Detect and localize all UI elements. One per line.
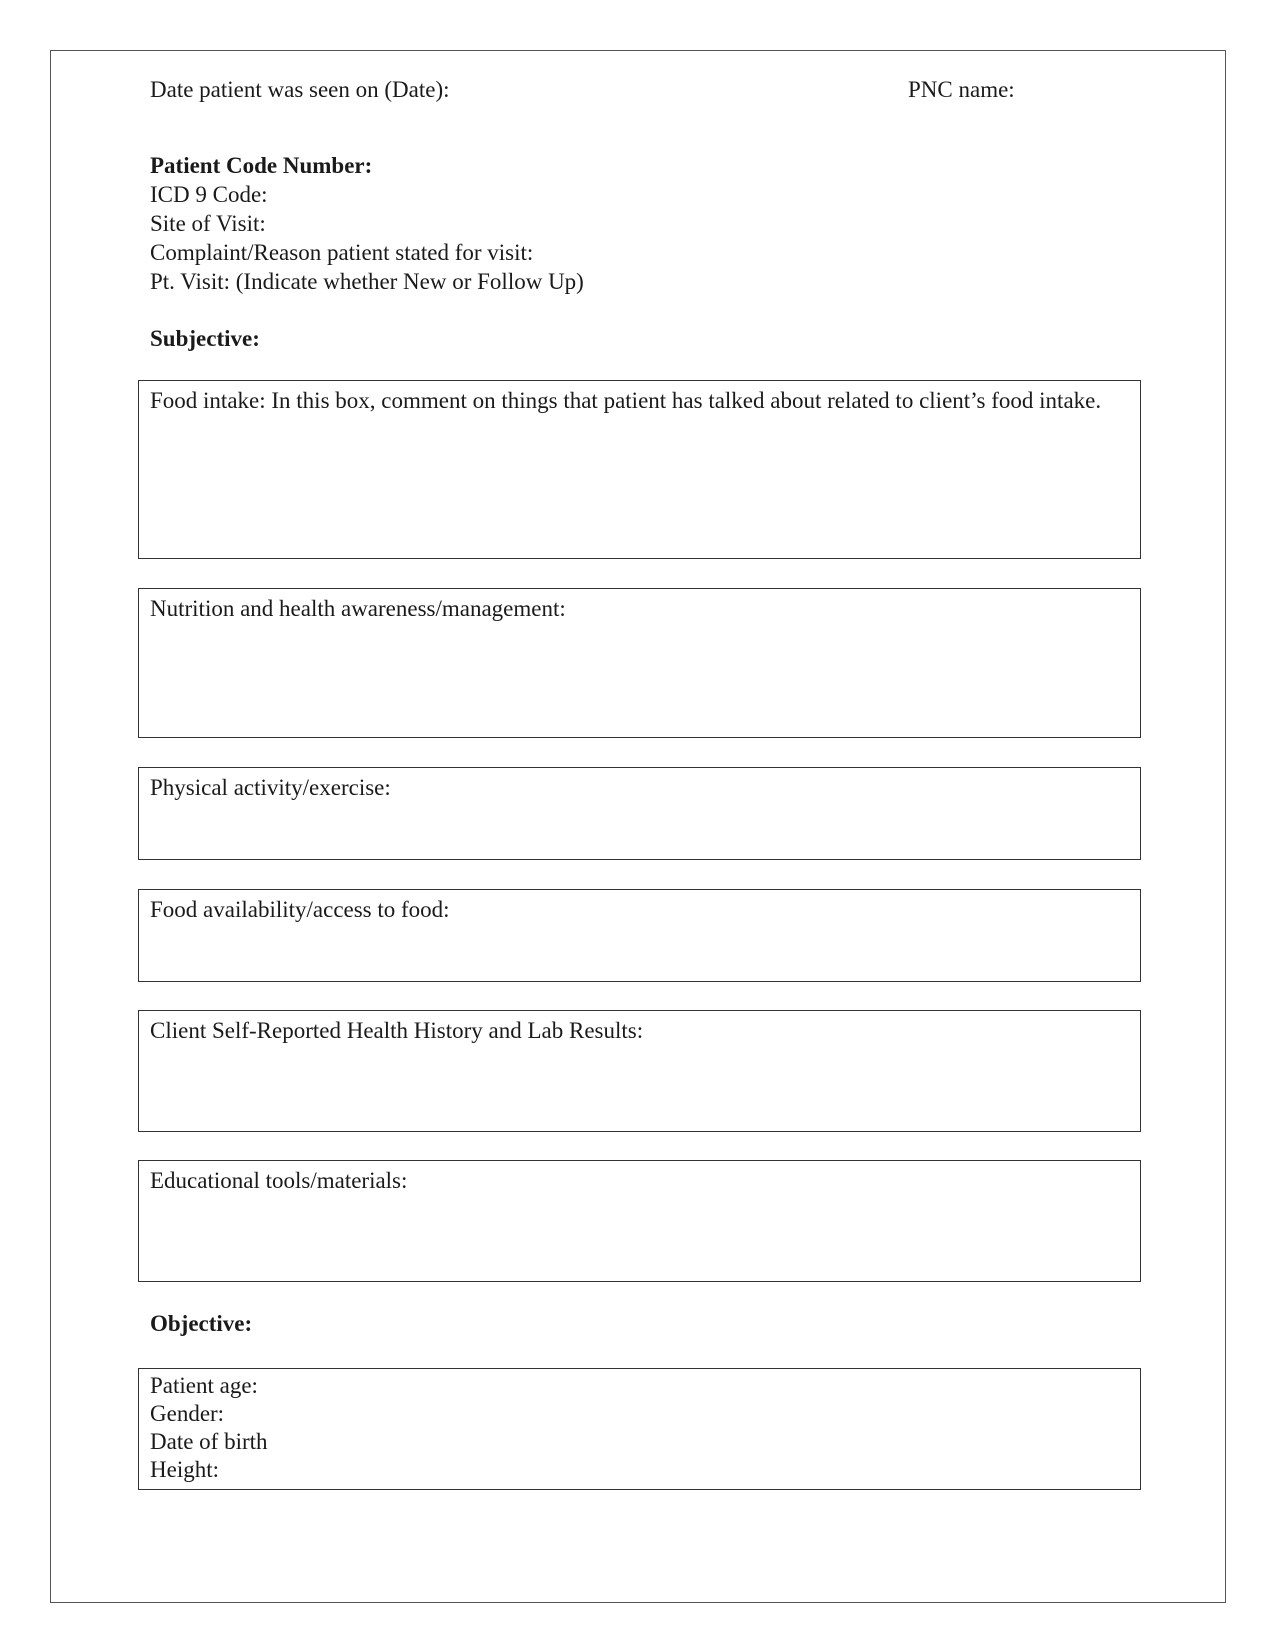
educational-tools-label: Educational tools/materials: (150, 1168, 408, 1193)
food-intake-label: Food intake: In this box, comment on things that patient has talked about related to client’s food intake. (150, 388, 1102, 413)
objective-heading: Objective: (150, 1311, 253, 1336)
physical-activity-label: Physical activity/exercise: (150, 775, 391, 800)
food-availability-box[interactable] (138, 889, 1141, 982)
complaint-label: Complaint/Reason patient stated for visit: (150, 240, 534, 265)
pnc-name-label: PNC name: (908, 77, 1015, 102)
health-history-box[interactable] (138, 1010, 1141, 1132)
date-seen-label: Date patient was seen on (Date): (150, 77, 450, 102)
objective-fields-box[interactable] (138, 1368, 1141, 1490)
site-of-visit-label: Site of Visit: (150, 211, 266, 236)
date-of-birth-label: Date of birth (150, 1429, 268, 1454)
nutrition-awareness-label: Nutrition and health awareness/management: (150, 596, 566, 621)
physical-activity-box[interactable] (138, 767, 1141, 860)
visit-type-label: Pt. Visit: (Indicate whether New or Follow Up) (150, 269, 584, 294)
educational-tools-box[interactable] (138, 1160, 1141, 1282)
nutrition-awareness-box[interactable] (138, 588, 1141, 738)
patient-info-block (150, 151, 584, 296)
patient-age-label: Patient age: (150, 1373, 258, 1398)
gender-label: Gender: (150, 1401, 225, 1426)
subjective-heading: Subjective: (150, 326, 260, 351)
height-label: Height: (150, 1457, 219, 1482)
icd9-code-label: ICD 9 Code: (150, 182, 268, 207)
health-history-label: Client Self-Reported Health History and Lab Results: (150, 1018, 644, 1043)
food-availability-label: Food availability/access to food: (150, 897, 450, 922)
patient-code-number-label: Patient Code Number: (150, 153, 373, 178)
food-intake-box[interactable] (138, 380, 1141, 559)
